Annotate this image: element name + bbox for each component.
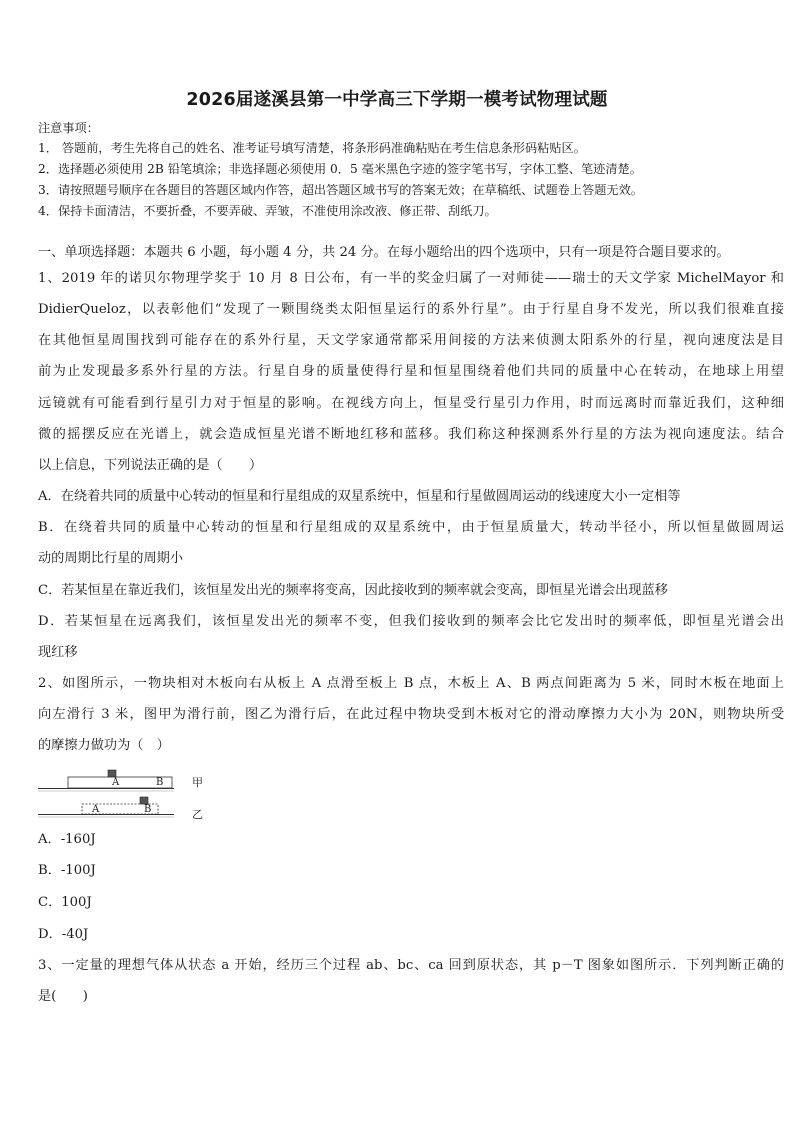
q2-option-b: B．-100J [38,863,96,878]
q1-option-c: C．若某恒星在靠近我们，该恒星发出光的频率将变高，因此接收到的频率就会变高，即恒星光谱会出现蓝移 [38,583,668,598]
q2-option-a: A．-160J [38,832,96,847]
label-a-after: A [92,804,100,815]
q2-option-c: C．100J [38,895,92,910]
label-a-before: A [112,777,120,788]
q1-option-b: B．在绕着共同的质量中心转动的恒星和行星组成的双星系统中，由于恒星质量大，转动半径小，所以恒星做圆周运 [38,520,784,535]
q2-option-d: D．-40J [38,927,89,942]
q3-text-line: 是( ) [38,989,88,1004]
q1-option-d-cont: 现红移 [38,645,78,660]
page-title: 2026届遂溪县第一中学高三下学期一模考试物理试题 [186,90,608,110]
q3-text-line: 3、一定量的理想气体从状态 a 开始，经历三个过程 ab、bc、ca 回到原状态，其 p－T 图象如图所示．下列判断正确的 [38,958,784,973]
notice-item: 3．请按照题号顺序在各题目的答题区域内作答，超出答题区域书写的答案无效；在草稿纸、试题卷上答题无效。 [38,183,643,197]
q1-text-line: 在其他恒星周围找到可能存在的系外行星，天文学家通常都采用间接的方法来侦测太阳系外的行星，视向速度法是目 [38,333,784,348]
label-b-after: B [144,804,152,815]
q2-text-line: 向左滑行 3 米，图甲为滑行前，图乙为滑行后，在此过程中物块受到木板对它的滑动摩擦力大小为 20N，则物块所受 [38,707,785,722]
label-b-before: B [156,777,164,788]
block-after [140,797,148,804]
notice-item: 1． 答题前，考生先将自己的姓名、准考证号填写清楚，将条形码准确粘贴在考生信息条形码粘贴区。 [38,141,586,155]
q2-text-line: 的摩擦力做功为（ ） [38,738,170,753]
q1-text-line: 远镜就有可能看到行星引力对于恒星的影响。在视线方向上，恒星受行星引力作用，时而远离时而靠近我们，这种细 [38,396,784,411]
q2-figure [36,768,216,824]
label-jia: 甲 [192,776,203,789]
q1-text-line: 前为止发现最多系外行星的方法。行星自身的质量使得行星和恒星围绕着他们共同的质量中心在转动，在地球上用望 [38,364,784,379]
q1-text-line: 以上信息，下列说法正确的是（ ） [38,458,263,473]
section-heading: 一、单项选择题：本题共 6 小题，每小题 4 分，共 24 分。在每小题给出的四个选项中，只有一项是符合题目要求的。 [38,245,730,260]
q1-option-a: A．在绕着共同的质量中心转动的恒星和行星组成的双星系统中，恒星和行星做圆周运动的线速度大小一定相等 [38,489,681,504]
q1-text-line: DidierQueloz，以表彰他们“发现了一颗围绕类太阳恒星运行的系外行星”。由于行星自身不发光，所以我们很难直接 [38,302,784,317]
notice-heading: 注意事项： [38,121,99,135]
block-before [108,770,116,777]
q1-option-d: D．若某恒星在远离我们，该恒星发出光的频率不变，但我们接收到的频率会比它发出时的频率低，即恒星光谱会出 [38,614,784,629]
board-diagram [36,768,216,824]
q2-text-line: 2、如图所示，一物块相对木板向右从板上 A 点滑至板上 B 点，木板上 A、B 两点间距离为 5 米，同时木板在地面上 [38,676,784,691]
label-yi: 乙 [192,808,203,821]
q1-option-b-cont: 动的周期比行星的周期小 [38,551,184,566]
notice-item: 2．选择题必须使用 2B 铅笔填涂；非选择题必须使用 0．5 毫米黑色字迹的签字笔书写，字体工整、笔迹清楚。 [38,162,642,176]
notice-item: 4．保持卡面清洁，不要折叠，不要弄破、弄皱，不准使用涂改液、修正带、刮纸刀。 [38,204,497,218]
q1-text-line: 微的摇摆反应在光谱上，就会造成恒星光谱不断地红移和蓝移。我们称这种探测系外行星的方法为视向速度法。结合 [38,427,784,442]
q1-text-line: 1、2019 年的诺贝尔物理学奖于 10 月 8 日公布，有一半的奖金归属了一对师徒——瑞士的天文学家 MichelMayor 和 [38,271,784,286]
